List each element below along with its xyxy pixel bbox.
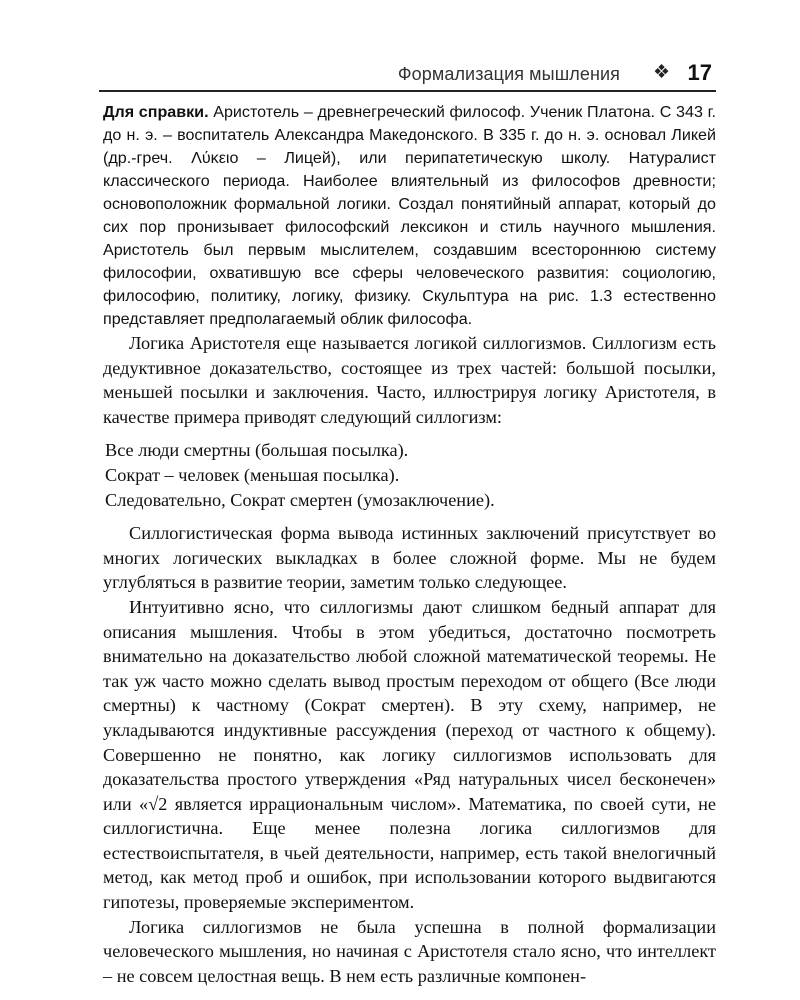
syllogism-line: Следовательно, Сократ смертен (умозаключение).	[105, 489, 495, 510]
syllogism-line: Все люди смертны (большая посылка).	[105, 440, 409, 461]
syllogism-example	[103, 438, 716, 512]
note-label: Для справки.	[103, 103, 209, 121]
chapter-title: Формализация мышления	[397, 64, 620, 84]
paragraph-1: Логика Аристотеля еще называется логикой силлогизмов. Силлогизм есть дедуктивное доказательство, состоящее из трех частей: большой посылки, меньшей посылки и заключения. Часто, иллюстрируя логику Аристотеля, в качестве примера приводят следующий силлогизм:	[103, 333, 716, 427]
paragraph-3: Интуитивно ясно, что силлогизмы дают слишком бедный аппарат для описания мышления. Чтобы в этом убедиться, достаточно посмотреть внимательно на доказательство любой сложной математической теоремы. Не так уж часто можно сделать вывод простым переходом от общего (Все люди смертны) к частному (Сократ смертен). В эту схему, например, не укладываются индуктивные рассуждения (переход от частного к общему). Совершенно не понятно, как логику силлогизмов использовать для доказательства простого утверждения «Ряд натуральных чисел бесконечен» или «√2 является иррациональным числом». Математика, по своей сути, не силлогистична. Еще менее полезна логика силлогизмов для естествоиспытателя, в чьей деятельности, например, есть такой внелогичный метод, как метод проб и ошибок, при использовании которого выдвигаются гипотезы, проверяемые экспериментом.	[103, 596, 716, 913]
page-number: 17	[687, 60, 712, 85]
paragraph-2: Силлогистическая форма вывода истинных заключений присутствует во многих логических выкладках в более сложной форме. Мы не будем углубляться в развитие теории, заметим только следующее.	[103, 523, 716, 593]
running-header	[99, 58, 716, 92]
main-text	[103, 331, 716, 988]
note-text: Аристотель – древнегреческий философ. Ученик Платона. С 343 г. до н. э. – воспитатель Александра Македонского. В 335 г. до н. э. основал Ликей (др.-греч. Λύκειο – Лицей), или перипатетическую школу. Натуралист классического периода. Наиболее влиятельный из философов древности; основоположник формальной логики. Создал понятийный аппарат, который до сих пор пронизывает философский лексикон и стиль научного мышления. Аристотель был первым мыслителем, создавшим всестороннюю систему философии, охватившую все сферы человеческого развития: социологию, философию, политику, логику, физику. Скульптура на рис. 1.3 естественно представляет предполагаемый облик философа.	[103, 103, 716, 328]
syllogism-line: Сократ – человек (меньшая посылка).	[105, 464, 400, 485]
ornament-icon: ❖	[652, 62, 670, 83]
paragraph-4: Логика силлогизмов не была успешна в полной формализации человеческого мышления, но начиная с Аристотеля стало ясно, что интеллект – не совсем целостная вещь. В нем есть различные компонен-	[103, 916, 716, 986]
reference-note	[103, 101, 716, 331]
